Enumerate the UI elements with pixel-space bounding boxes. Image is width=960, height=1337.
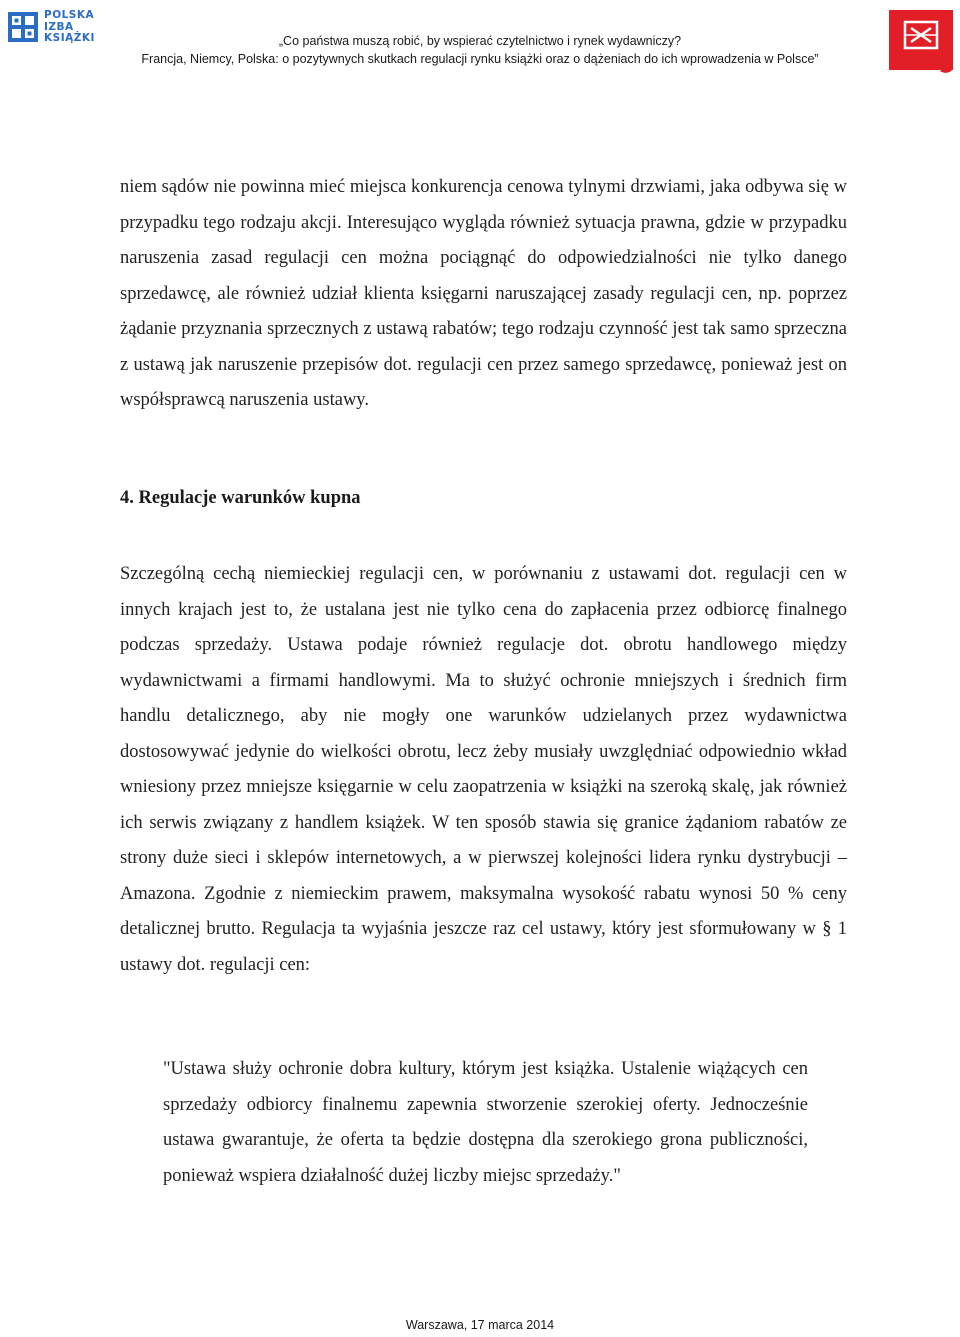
page-header [0,0,960,100]
body-section-2 [120,557,847,983]
header-title-block [130,33,830,68]
header-title-line-2: Francja, Niemcy, Polska: o pozytywnych skutkach regulacji rynku książki oraz o dążeniach do ich wprowadzenia w Polsce” [141,51,819,66]
pik-logo-text [44,10,95,45]
block-quote: "Ustawa służy ochronie dobra kultury, którym jest książka. Ustalenie wiążących cen sprzedaży odbiorcy finalnemu zapewnia stworzenie szerokiej oferty. Jednocześnie ustawa gwarantuje, że oferta ta będzie dostępna dla szerokiego grona publiczności, ponieważ wspiera działalność dużej liczby miejsc sprzedaży." [163,1059,808,1186]
pik-logo-line-3: KSIĄŻKI [44,32,95,44]
pik-logo-line-2: IZBA [44,20,74,33]
page-footer-date: Warszawa, 17 marca 2014 [405,1318,555,1332]
pik-logo-line-1: POLSKA [44,9,95,21]
instytut-ksiazki-logo [889,10,953,74]
paragraph-2: Szczególną cechą niemieckiej regulacji cen, w porównaniu z ustawami dot. regulacji cen w innych krajach jest to, że ustalana jest nie tylko cena do zapłacenia przez odbiorcę finalnego podczas sprzedaży. Ustawa podaje również regulacje dot. obrotu handlowego między wydawnictwami a firmami handlowymi. Ma to służyć ochronie mniejszych i średnich firm handlu detalicznego, aby nie mogły one warunków udzielanych przez wydawnictwa dostosowywać jedynie do wielkości obrotu, lecz żeby musiały uwzględniać odpowiednio wkład wniesiony przez mniejsze księgarnie w celu zaopatrzenia w książki na szeroką skalę, jak również ich serwis związany z handlem książek. W ten sposób stawia się granice żądaniom rabatów ze strony duże sieci i sklepów internetowych, a w pierwszej kolejności lidera rynku dystrybucji – Amazona. Zgodnie z niemieckim prawem, maksymalna wysokość rabatu wynosi 50 % ceny detalicznej brutto. Regulacja ta wyjaśnia jeszcze raz cel ustawy, który jest sformułowany w § 1 ustawy dot. regulacji cen: [120,564,847,975]
header-title-line-1: „Co państwa muszą robić, by wspierać czytelnictwo i rynek wydawniczy? [278,34,682,48]
polska-izba-ksiazki-logo [8,10,126,44]
body-section-1 [120,170,847,419]
section-heading: 4. Regulacje warunków kupna [120,488,361,508]
paragraph-1: niem sądów nie powinna mieć miejsca konkurencja cenowa tylnymi drzwiami, jaka odbywa się w przypadku tego rodzaju akcji. Interesująco wygląda również sytuacja prawna, gdzie w przypadku naruszenia zasad regulacji cen można pociągnąć do odpowiedzialności nie tylko danego sprzedawcę, ale również udział klienta księgarni naruszającej zasady regulacji cen, np. poprzez żądanie przyznania sprzecznych z ustawą rabatów; tego rodzaju czynność jest tak samo sprzeczna z ustawą jak naruszenie przepisów dot. regulacji cen przez samego sprzedawcę, ponieważ jest on współsprawcą naruszenia ustawy. [120,177,847,410]
pik-logo-mark-icon [8,12,38,42]
